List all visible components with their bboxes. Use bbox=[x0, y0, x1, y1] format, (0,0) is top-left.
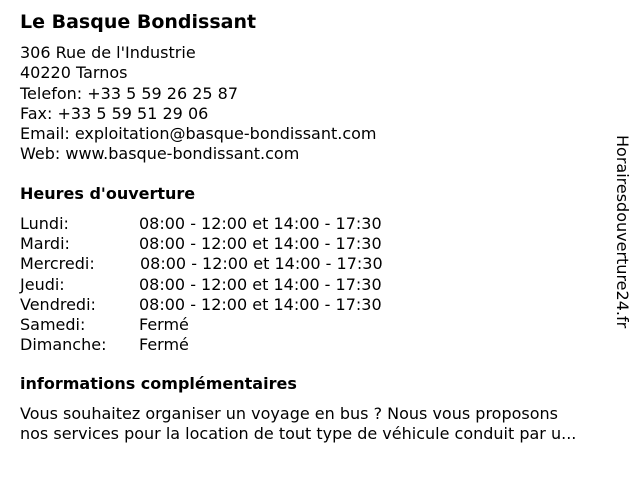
opening-hours-list bbox=[20, 214, 383, 355]
hours-row-tuesday bbox=[20, 234, 383, 254]
hours-day: Jeudi: bbox=[20, 274, 65, 294]
info-line: nos services pour la location de tout type de véhicule conduit par u... bbox=[20, 424, 577, 443]
website: Web: www.basque-bondissant.com bbox=[20, 144, 300, 164]
address-city: 40220 Tarnos bbox=[20, 63, 128, 83]
phone-number: Telefon: +33 5 59 26 25 87 bbox=[20, 83, 239, 103]
hours-day: Vendredi: bbox=[20, 294, 96, 314]
hours-day: Mercredi: bbox=[20, 254, 95, 274]
additional-info-text bbox=[20, 404, 628, 444]
email-address: Email: exploitation@basque-bondissant.com bbox=[20, 124, 377, 144]
business-name: Le Basque Bondissant bbox=[20, 11, 257, 33]
hours-row-monday bbox=[20, 214, 383, 234]
hours-day: Mardi: bbox=[20, 234, 70, 254]
hours-row-thursday bbox=[20, 275, 383, 295]
address-street: 306 Rue de l'Industrie bbox=[20, 43, 196, 62]
hours-time: 08:00 - 12:00 et 14:00 - 17:30 bbox=[140, 254, 383, 274]
hours-time: 08:00 - 12:00 et 14:00 - 17:30 bbox=[139, 274, 382, 294]
info-line: Vous souhaitez organiser un voyage en bus ? Nous vous proposons bbox=[20, 404, 558, 423]
opening-hours-heading: Heures d'ouverture bbox=[20, 184, 196, 203]
hours-time: Fermé bbox=[139, 335, 189, 355]
hours-time: 08:00 - 12:00 et 14:00 - 17:30 bbox=[139, 214, 382, 233]
hours-time: Fermé bbox=[139, 315, 189, 335]
hours-row-saturday bbox=[20, 315, 383, 335]
hours-row-sunday bbox=[20, 335, 383, 355]
site-watermark: Horairesdouverture24.fr bbox=[613, 135, 632, 329]
fax-number: Fax: +33 5 59 51 29 06 bbox=[20, 103, 209, 123]
hours-row-friday bbox=[20, 295, 383, 315]
hours-row-wednesday bbox=[20, 254, 383, 274]
hours-time: 08:00 - 12:00 et 14:00 - 17:30 bbox=[139, 294, 382, 314]
hours-day: Dimanche: bbox=[20, 335, 107, 355]
hours-day: Samedi: bbox=[20, 315, 86, 335]
contact-block bbox=[20, 43, 377, 165]
hours-time: 08:00 - 12:00 et 14:00 - 17:30 bbox=[139, 234, 382, 254]
hours-day: Lundi: bbox=[20, 214, 69, 233]
additional-info-heading: informations complémentaires bbox=[20, 374, 297, 393]
